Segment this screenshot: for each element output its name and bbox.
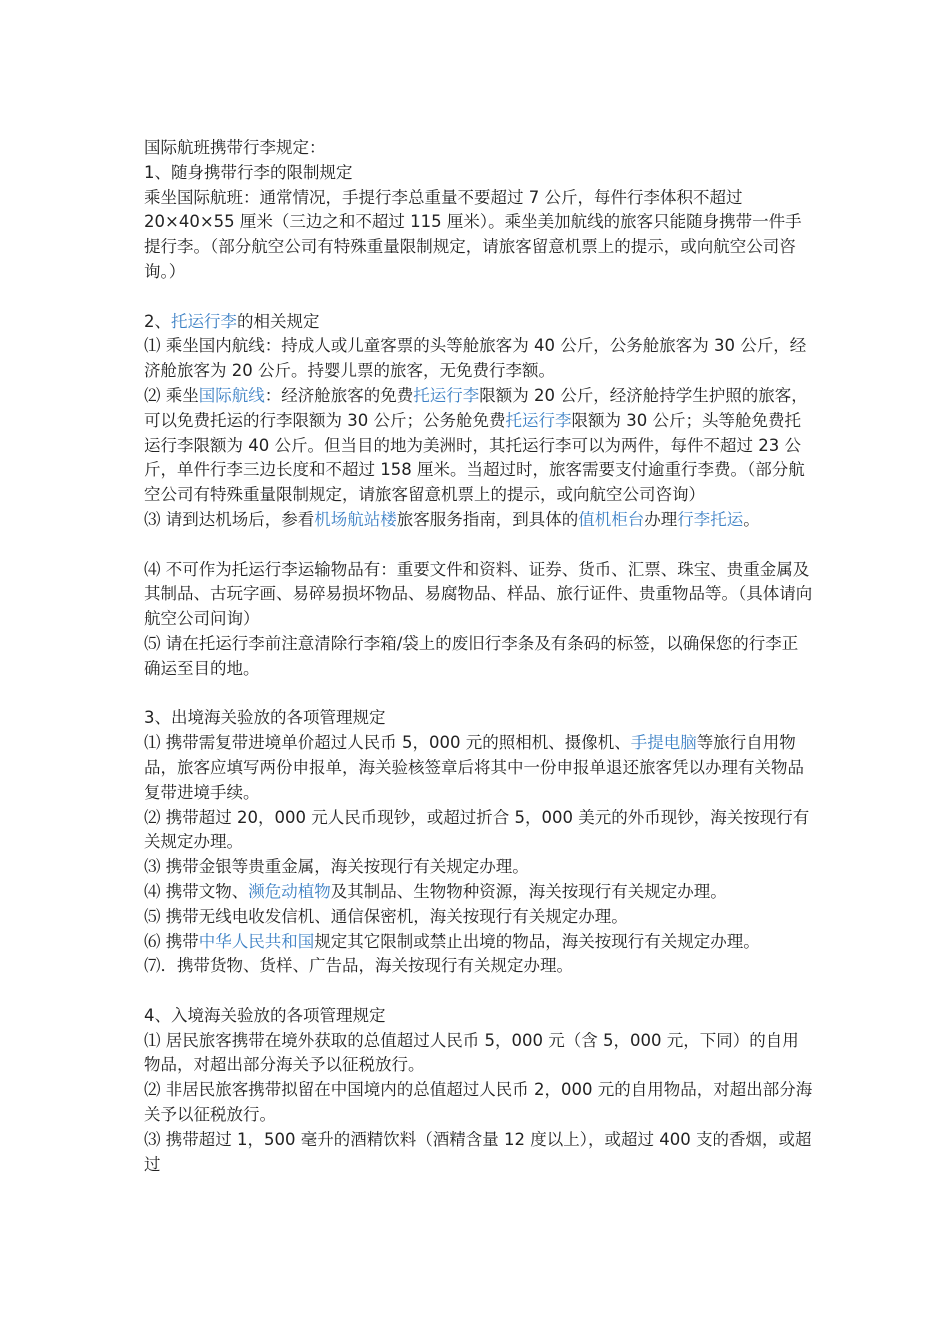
paragraph-gap [144,285,814,310]
section-1-heading: 1、随身携带行李的限制规定 [144,162,353,182]
text-run: ⑵ 乘坐 [144,385,199,405]
checked-baggage-link[interactable]: 托运行李 [413,385,480,405]
section-3-item-1 [144,731,814,805]
section-1-body: 乘坐国际航班：通常情况，手提行李总重量不要超过 7 公斤，每件行李体积不超过 20×40×55 厘米（三边之和不超过 115 厘米）。乘坐美加航线的旅客只能随身携带一件手提行李。（部分航空公司有特殊重量限制规定，请旅客留意机票上的提示，或向航空公司咨询。） [144,187,802,281]
text-run: ⑴ 携带需复带进境单价超过人民币 5，000 元的照相机、摄像机、 [144,733,631,753]
section-3-heading: 3、出境海关验放的各项管理规定 [144,708,386,728]
section-4-item-2: ⑵ 非居民旅客携带拟留在中国境内的总值超过人民币 2，000 元的自用物品，对超出部分海关予以征税放行。 [144,1080,813,1125]
text-run: ⑷ 携带文物、 [144,881,249,901]
check-in-counter-link[interactable]: 值机柜台 [578,509,645,529]
section-2-item-1: ⑴ 乘坐国内航线：持成人或儿童客票的头等舱旅客为 40 公斤，公务舱旅客为 30 公斤，经济舱旅客为 20 公斤。持婴儿票的旅客，无免费行李额。 [144,336,807,381]
section-2-item-5: ⑸ 请在托运行李前注意清除行李箱/袋上的废旧行李条及有条码的标签，以确保您的行李正确运至目的地。 [144,633,799,678]
section-2-heading [144,310,814,335]
text-run: 旅客服务指南，到具体的 [396,509,579,529]
section-3-item-3: ⑶ 携带金银等贵重金属，海关按现行有关规定办理。 [144,857,529,877]
baggage-check-link[interactable]: 行李托运 [677,509,744,529]
section-3-item-5: ⑸ 携带无线电收发信机、通信保密机，海关按现行有关规定办理。 [144,906,628,926]
text-run: 限额为 20 公斤，经济舱持学生护照的旅客，可以免费托运的行李限额为 30 公斤；公务舱免费 [144,385,808,430]
section-3-item-4 [144,880,814,905]
section-3-item-7: ⑺．携带货物、货样、广告品，海关按现行有关规定办理。 [144,956,573,976]
text-run: ：经济舱旅客的免费 [264,385,414,405]
text-run: ⑶ 请到达机场后，参看 [144,509,315,529]
section-4-heading: 4、入境海关验放的各项管理规定 [144,1005,386,1025]
document-page [144,136,814,1177]
section-2-item-4: ⑷ 不可作为托运行李运输物品有：重要文件和资料、证券、货币、汇票、珠宝、贵重金属及其制品、古玩字画、易碎易损坏物品、易腐物品、样品、旅行证件、贵重物品等。（具体请向航空公司问询） [144,559,813,629]
checked-baggage-link[interactable]: 托运行李 [505,410,572,430]
checked-baggage-link[interactable]: 托运行李 [171,311,237,331]
text-run: 办理 [644,509,678,529]
text-run: 限额为 30 公斤；头等舱免费托运行李限额为 40 公斤。但当目的地为美洲时，其托运行李可以为两件，每件不超过 23 公斤，单件行李三边长度和不超过 158 厘米。当超过时，旅客需要支付逾重行李费。（部分航空公司有特殊重量限制规定，请旅客留意机票上的提示，或向航空公司咨询） [144,410,805,505]
endangered-species-link[interactable]: 濒危动植物 [248,881,331,901]
paragraph-gap [144,533,814,558]
airport-terminal-link[interactable]: 机场航站楼 [314,509,397,529]
section-2-item-3 [144,508,814,533]
section-3-item-6 [144,930,814,955]
prc-link[interactable]: 中华人民共和国 [198,931,315,951]
international-route-link[interactable]: 国际航线 [198,385,265,405]
text-run: ⑹ 携带 [144,931,199,951]
text-run: 。 [743,509,760,529]
paragraph-gap [144,979,814,1004]
laptop-link[interactable]: 手提电脑 [630,733,697,753]
heading-suffix: 的相关规定 [237,311,320,331]
section-4-item-3: ⑶ 携带超过 1，500 毫升的酒精饮料（酒精含量 12 度以上），或超过 400 支的香烟，或超过 [144,1129,812,1174]
paragraph-gap [144,682,814,707]
text-run: 等旅行自用物品，旅客应填写两份申报单，海关验核签章后将其中一份申报单退还旅客凭以办理有关物品复带进境手续。 [144,733,804,802]
text-run: 规定其它限制或禁止出境的物品，海关按现行有关规定办理。 [314,931,760,951]
section-3-item-2: ⑵ 携带超过 20，000 元人民币现钞，或超过折合 5，000 美元的外币现钞，海关按现行有关规定办理。 [144,807,810,852]
heading-prefix: 2、 [144,311,171,331]
doc-title: 国际航班携带行李规定： [144,138,326,157]
section-2-item-2 [144,384,814,508]
text-run: 及其制品、生物物种资源，海关按现行有关规定办理。 [330,881,727,901]
section-4-item-1: ⑴ 居民旅客携带在境外获取的总值超过人民币 5，000 元（含 5，000 元，下同）的自用物品，对超出部分海关予以征税放行。 [144,1030,799,1075]
